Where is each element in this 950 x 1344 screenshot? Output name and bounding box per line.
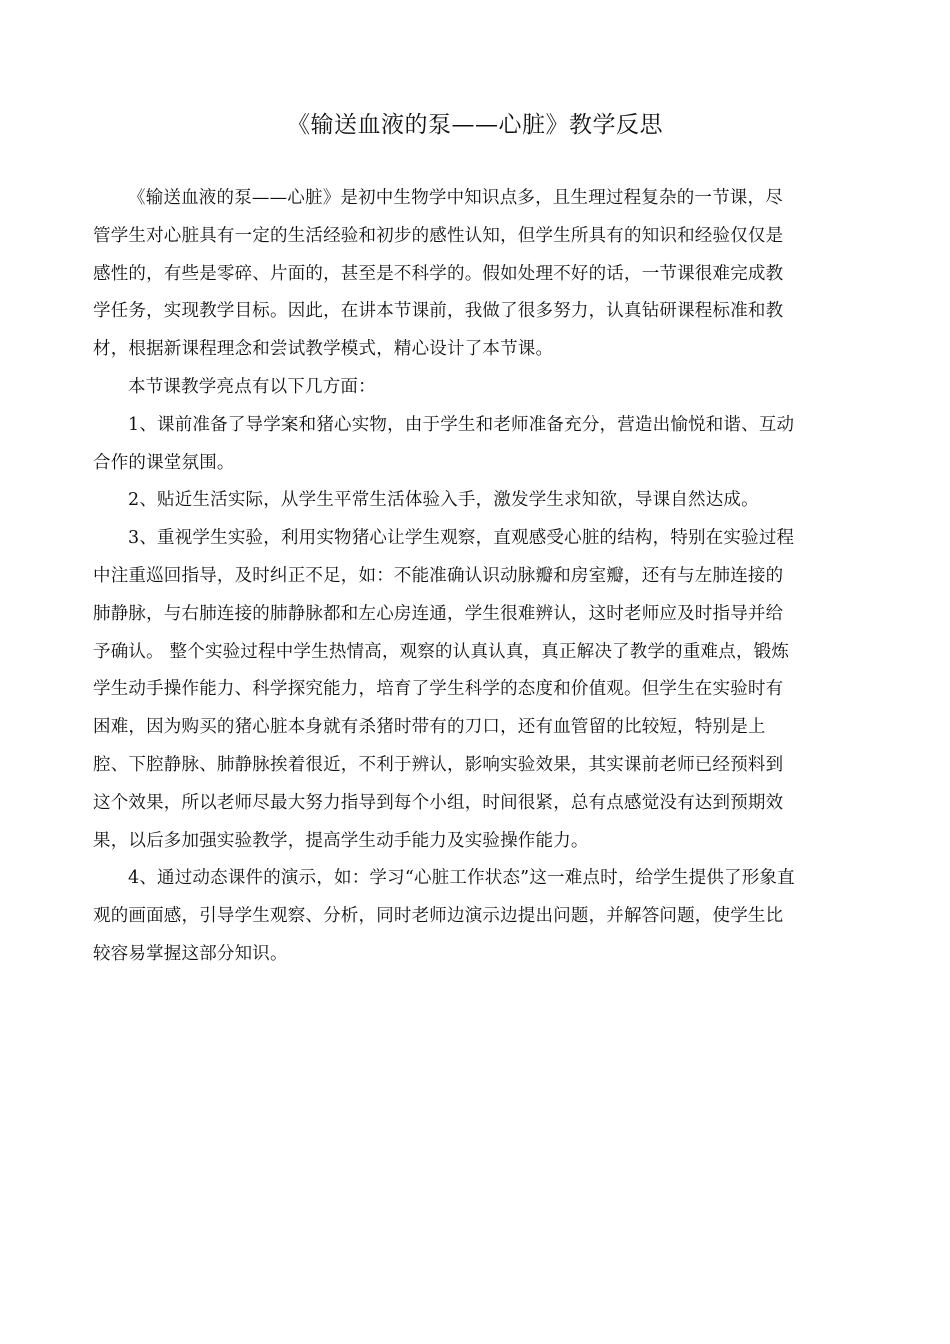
- text-line: 较容易掌握这部分知识。: [93, 943, 288, 964]
- text-line: 感性的，有些是零碎、片面的，甚至是不科学的。假如处理不好的话，一节课很难完成教: [93, 263, 784, 284]
- text-line: 3、重视学生实验，利用实物猪心让学生观察，直观感受心脏的结构，特别在实验过程: [128, 528, 795, 549]
- paragraph-point-1: [93, 407, 860, 483]
- text-line: 《输送血液的泵——心脏》是初中生物学中知识点多，且生理过程复杂的一节课，尽: [128, 188, 783, 208]
- text-line: 予确认。 整个实验过程中学生热情高，观察的认真认真，真正解决了教学的重难点，锻炼: [93, 641, 790, 662]
- text-line: 果，以后多加强实验教学，提高学生动手能力及实验操作能力。: [93, 830, 589, 851]
- paragraph-point-4: [93, 860, 860, 973]
- text-line: 本节课教学亮点有以下几方面：: [128, 376, 376, 397]
- paragraph-highlights-intro: [93, 369, 860, 407]
- text-line: 困难，因为购买的猪心脏本身就有杀猪时带有的刀口，还有血管留的比较短，特别是上: [93, 717, 766, 738]
- text-line: 肺静脉，与右肺连接的肺静脉都和左心房连通，学生很难辨认，这时老师应及时指导并给: [93, 603, 784, 624]
- text-line: 腔、下腔静脉、肺静脉挨着很近，不利于辨认，影响实验效果，其实课前老师已经预料到: [93, 754, 784, 775]
- text-line: 这个效果，所以老师尽最大努力指导到每个小组，时间很紧，总有点感觉没有达到预期效: [93, 792, 784, 813]
- text-line: 管学生对心脏具有一定的生活经验和初步的感性认知，但学生所具有的知识和经验仅仅是: [93, 225, 784, 246]
- paragraph-point-2: [93, 482, 860, 520]
- text-line: 学生动手操作能力、科学探究能力，培育了学生科学的态度和价值观。但学生在实验时有: [93, 679, 784, 700]
- paragraph-point-3: [93, 520, 860, 860]
- document-title: 《输送血液的泵——心脏》教学反思: [287, 112, 663, 138]
- text-line: 合作的课堂氛围。: [93, 452, 235, 473]
- text-line: 观的画面感，引导学生观察、分析，同时老师边演示边提出问题，并解答问题，使学生比: [93, 906, 784, 927]
- text-line: 2、贴近生活实际，从学生平常生活体验入手，激发学生求知欲，导课自然达成。: [128, 490, 759, 511]
- paragraph-intro: [93, 180, 860, 369]
- document-body: [93, 180, 860, 974]
- text-line: 1、课前准备了导学案和猪心实物，由于学生和老师准备充分，营造出愉悦和谐、互动: [128, 414, 795, 435]
- text-line: 学任务，实现教学目标。因此，在讲本节课前，我做了很多努力，认真钻研课程标准和教: [93, 301, 784, 322]
- text-line: 中注重巡回指导，及时纠正不足，如：不能准确认识动脉瓣和房室瓣，还有与左肺连接的: [93, 565, 784, 586]
- text-line: 4、通过动态课件的演示，如：学习“心脏工作状态”这一难点时，给学生提供了形象直: [128, 868, 795, 889]
- text-line: 材，根据新课程理念和尝试教学模式，精心设计了本节课。: [93, 339, 554, 360]
